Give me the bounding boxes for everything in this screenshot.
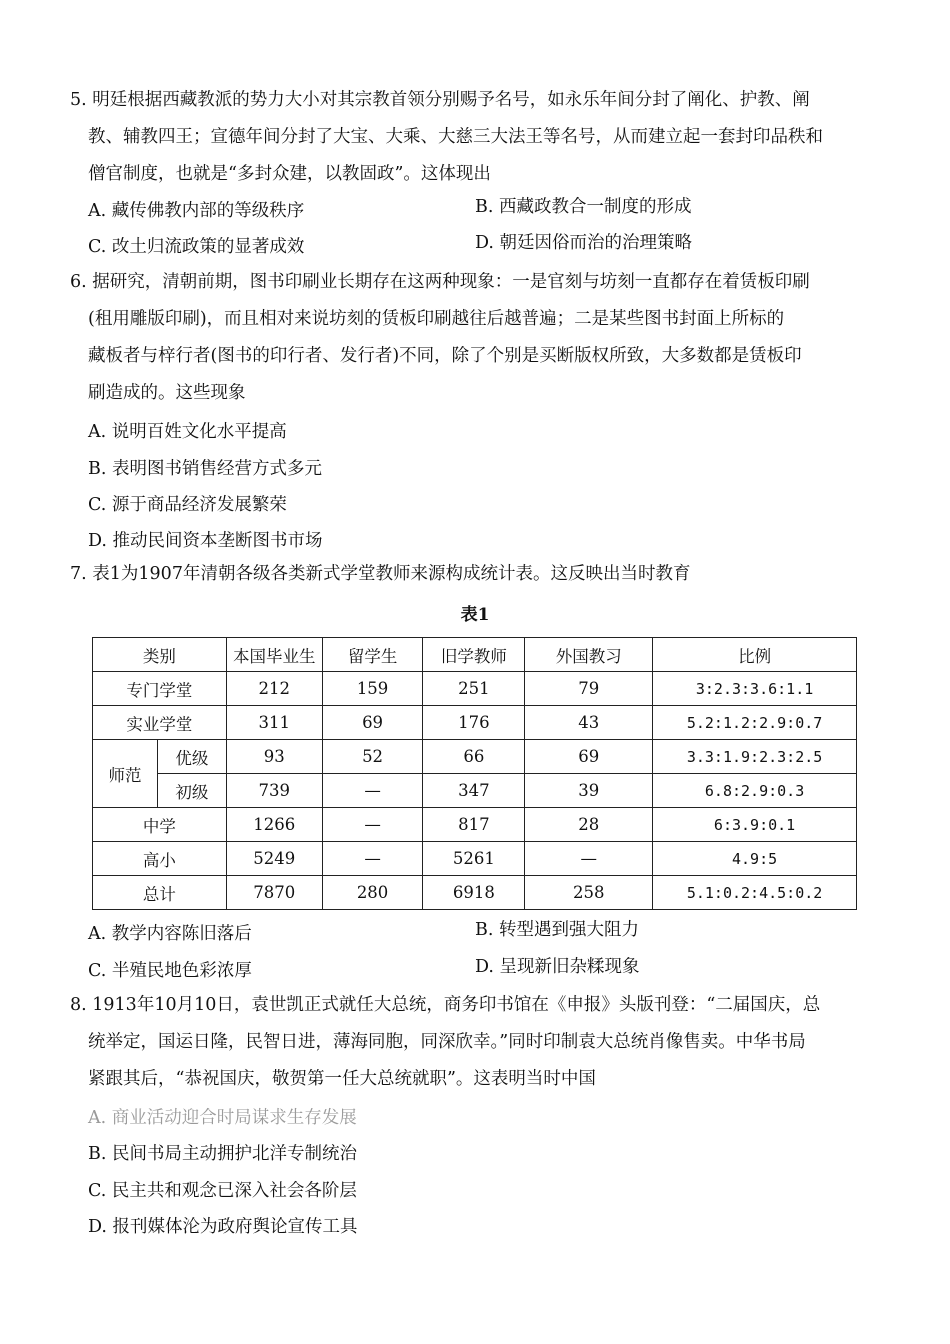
question-8-stem	[70, 987, 870, 1098]
table-cell: 251	[423, 672, 525, 706]
question-8-line-1: 1913年10月10日，袁世凯正式就任大总统，商务印书馆在《申报》头版刊登：“二届国庆，总	[92, 995, 821, 1015]
table-cell: 7870	[226, 876, 322, 910]
question-7-line-1: 表1为1907年清朝各级各类新式学堂教师来源构成统计表。这反映出当时教育	[92, 564, 691, 584]
question-5-number: 5.	[70, 90, 87, 110]
table-cell: 69	[525, 740, 653, 774]
header-cell: 类别	[93, 638, 227, 672]
table-cell: —	[322, 842, 423, 876]
question-6	[70, 264, 870, 412]
question-6-stem	[70, 264, 870, 412]
table-row	[93, 876, 857, 910]
question-7-option-a[interactable]: A. 教学内容陈旧落后	[88, 924, 252, 944]
ratio-cell: 3:2.3:3.6:1.1	[653, 672, 857, 706]
question-5	[70, 82, 870, 193]
question-6-option-d[interactable]: D. 推动民间资本垄断图书市场	[88, 531, 323, 551]
table-cell: 79	[525, 672, 653, 706]
question-5-option-a[interactable]: A. 藏传佛教内部的等级秩序	[88, 201, 305, 221]
ratio-cell: 4.9:5	[653, 842, 857, 876]
table-header-row	[93, 638, 857, 672]
table-cell: 28	[525, 808, 653, 842]
ratio-cell: 6:3.9:0.1	[653, 808, 857, 842]
table-cell: 5261	[423, 842, 525, 876]
question-7-option-c[interactable]: C. 半殖民地色彩浓厚	[88, 961, 252, 981]
table-row	[93, 808, 857, 842]
table-cell: 739	[226, 774, 322, 808]
table-cell: 66	[423, 740, 525, 774]
table-row	[93, 774, 857, 808]
table-cell: —	[322, 808, 423, 842]
question-6-number: 6.	[70, 272, 87, 292]
question-6-option-a[interactable]: A. 说明百姓文化水平提高	[88, 422, 287, 442]
table-row	[93, 706, 857, 740]
question-6-line-3: 藏板者与梓行者(图书的印行者、发行者)不同，除了个别是买断版权所致，大多数都是赁板印	[88, 346, 802, 366]
question-8-option-b[interactable]: B. 民间书局主动拥护北洋专制统治	[88, 1144, 357, 1164]
question-5-line-3: 僧官制度，也就是“多封众建，以教固政”。这体现出	[88, 164, 491, 184]
question-8-line-3: 紧跟其后，“恭祝国庆，敬贺第一任大总统就职”。这表明当时中国	[88, 1069, 596, 1089]
question-7-option-d[interactable]: D. 呈现新旧杂糅现象	[475, 957, 640, 977]
question-7-number: 7.	[70, 564, 87, 584]
question-6-option-c[interactable]: C. 源于商品经济发展繁荣	[88, 495, 287, 515]
question-8-option-a[interactable]: A. 商业活动迎合时局谋求生存发展	[88, 1108, 357, 1128]
row-category: 专门学堂	[93, 672, 227, 706]
question-6-line-1: 据研究，清朝前期，图书印刷业长期存在这两种现象：一是官刻与坊刻一直都存在着赁板印刷	[92, 272, 810, 292]
question-7-option-b[interactable]: B. 转型遇到强大阻力	[475, 920, 639, 940]
table-cell: 311	[226, 706, 322, 740]
table-cell: 258	[525, 876, 653, 910]
question-5-option-d[interactable]: D. 朝廷因俗而治的治理策略	[475, 233, 693, 253]
question-5-option-b[interactable]: B. 西藏政教合一制度的形成	[475, 197, 692, 217]
table-row	[93, 842, 857, 876]
row-group: 师范	[93, 740, 158, 808]
table-cell: 5249	[226, 842, 322, 876]
row-category: 初级	[157, 774, 226, 808]
table-cell: 93	[226, 740, 322, 774]
question-8-number: 8.	[70, 995, 87, 1015]
question-6-option-b[interactable]: B. 表明图书销售经营方式多元	[88, 459, 322, 479]
table-cell: 39	[525, 774, 653, 808]
table-cell: 212	[226, 672, 322, 706]
table-cell: 1266	[226, 808, 322, 842]
question-6-line-4: 刷造成的。这些现象	[88, 383, 246, 403]
table-cell: 280	[322, 876, 423, 910]
row-category: 高小	[93, 842, 227, 876]
question-7	[70, 556, 870, 593]
row-category: 总计	[93, 876, 227, 910]
header-cell: 旧学教师	[423, 638, 525, 672]
row-category: 优级	[157, 740, 226, 774]
table-row	[93, 740, 857, 774]
header-cell: 留学生	[322, 638, 423, 672]
header-cell: 外国教习	[525, 638, 653, 672]
question-8-option-c[interactable]: C. 民主共和观念已深入社会各阶层	[88, 1181, 357, 1201]
header-cell: 比例	[653, 638, 857, 672]
table-cell: 69	[322, 706, 423, 740]
table-cell: 52	[322, 740, 423, 774]
row-category: 中学	[93, 808, 227, 842]
question-5-option-c[interactable]: C. 改土归流政策的显著成效	[88, 237, 305, 257]
table-cell: 43	[525, 706, 653, 740]
table-cell: 817	[423, 808, 525, 842]
table-cell: —	[525, 842, 653, 876]
table-cell: 176	[423, 706, 525, 740]
ratio-cell: 5.2:1.2:2.9:0.7	[653, 706, 857, 740]
ratio-cell: 3.3:1.9:2.3:2.5	[653, 740, 857, 774]
header-cell: 本国毕业生	[226, 638, 322, 672]
table-title: 表1	[460, 605, 490, 625]
question-5-line-2: 教、辅教四王；宣德年间分封了大宝、大乘、大慈三大法王等名号，从而建立起一套封印品秩和	[88, 127, 823, 147]
ratio-cell: 5.1:0.2:4.5:0.2	[653, 876, 857, 910]
table-row	[93, 672, 857, 706]
question-6-line-2: (租用雕版印刷)，而且相对来说坊刻的赁板印刷越往后越普遍；二是某些图书封面上所标的	[88, 309, 785, 329]
table-cell: —	[322, 774, 423, 808]
ratio-cell: 6.8:2.9:0.3	[653, 774, 857, 808]
table-cell: 159	[322, 672, 423, 706]
question-7-stem	[70, 556, 870, 593]
question-5-line-1: 明廷根据西藏教派的势力大小对其宗教首领分别赐予名号，如永乐年间分封了阐化、护教、阐	[92, 90, 810, 110]
question-5-stem	[70, 82, 870, 193]
table-cell: 347	[423, 774, 525, 808]
question-8	[70, 987, 870, 1098]
row-category: 实业学堂	[93, 706, 227, 740]
question-8-line-2: 统举定，国运日隆，民智日进，薄海同胞，同深欣幸。”同时印制袁大总统肖像售卖。中华书局	[88, 1032, 806, 1052]
teacher-source-table	[92, 637, 857, 910]
question-8-option-d[interactable]: D. 报刊媒体沦为政府舆论宣传工具	[88, 1217, 358, 1237]
table-cell: 6918	[423, 876, 525, 910]
